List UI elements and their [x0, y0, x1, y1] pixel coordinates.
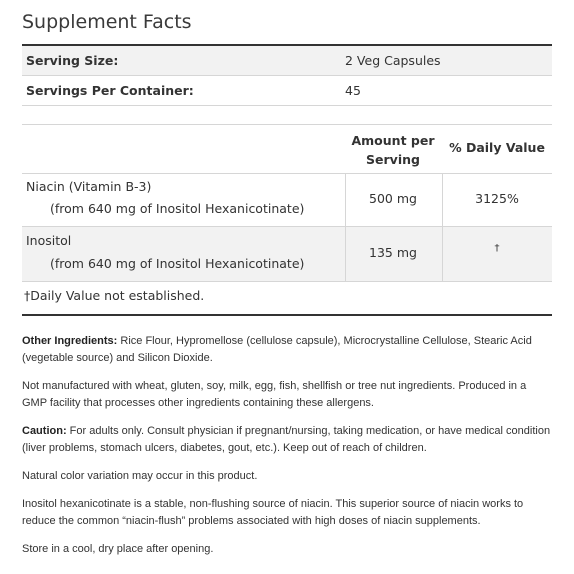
inositol-description: Inositol hexanicotinate is a stable, non-flushing source of niacin. This superior source of niacin works to reduce the common “niacin-flush” problems associated with high doses of niacin supplements. [22, 498, 524, 527]
table-bottom-rule [22, 314, 552, 316]
other-ingredients [22, 333, 552, 367]
storage-instructions: Store in a cool, dry place after opening. [22, 543, 214, 555]
nutrient-row-niacin [22, 174, 552, 227]
nutrient-source: (from 640 mg of Inositol Hexanicotinate) [50, 256, 305, 271]
serving-size-value: 2 Veg Capsules [345, 53, 441, 68]
caution-label: Caution: [22, 425, 67, 437]
servings-per-container-row [22, 76, 552, 106]
product-notes [22, 333, 552, 569]
nutrient-daily-value: 3125% [475, 191, 519, 206]
servings-per-container-value: 45 [345, 83, 361, 98]
page-title: Supplement Facts [22, 11, 192, 33]
servings-per-container-label: Servings Per Container: [26, 83, 194, 98]
amount-header-line1: Amount per [351, 133, 435, 148]
serving-size-row [22, 46, 552, 76]
amount-header [345, 131, 441, 169]
nutrient-daily-value: † [494, 243, 500, 254]
allergen-statement: Not manufactured with wheat, gluten, soy, milk, egg, fish, shellfish or tree nut ingredients. Produced in a GMP facility that processes other ingredients containing these allergens. [22, 380, 527, 409]
table-spacer [22, 106, 552, 125]
nutrient-amount: 135 mg [369, 245, 417, 260]
caution-statement [22, 423, 552, 457]
color-variation-note: Natural color variation may occur in this product. [22, 470, 258, 482]
caution-text: For adults only. Consult physician if pregnant/nursing, taking medication, or have medical condition (liver problems, stomach ulcers, diabetes, gout, etc.). Keep out of reach of children. [22, 425, 551, 454]
amount-header-line2: Serving [366, 152, 420, 167]
other-ingredients-label: Other Ingredients: [22, 335, 118, 347]
daily-value-footnote: †Daily Value not established. [24, 288, 205, 303]
nutrient-source: (from 640 mg of Inositol Hexanicotinate) [50, 201, 305, 216]
nutrient-amount: 500 mg [369, 191, 417, 206]
serving-size-label: Serving Size: [26, 53, 119, 68]
nutrient-name: Niacin (Vitamin B-3) [26, 179, 152, 194]
footnote-row [22, 282, 552, 311]
supplement-facts-table [22, 44, 552, 311]
nutrient-name: Inositol [26, 233, 72, 248]
other-ingredients-text: Rice Flour, Hypromellose (cellulose capsule), Microcrystalline Cellulose, Stearic Acid (vegetable source) and Silicon Dioxide. [22, 335, 532, 364]
nutrient-row-inositol [22, 227, 552, 282]
daily-value-header: % Daily Value [449, 140, 545, 155]
column-header-row [22, 125, 552, 174]
